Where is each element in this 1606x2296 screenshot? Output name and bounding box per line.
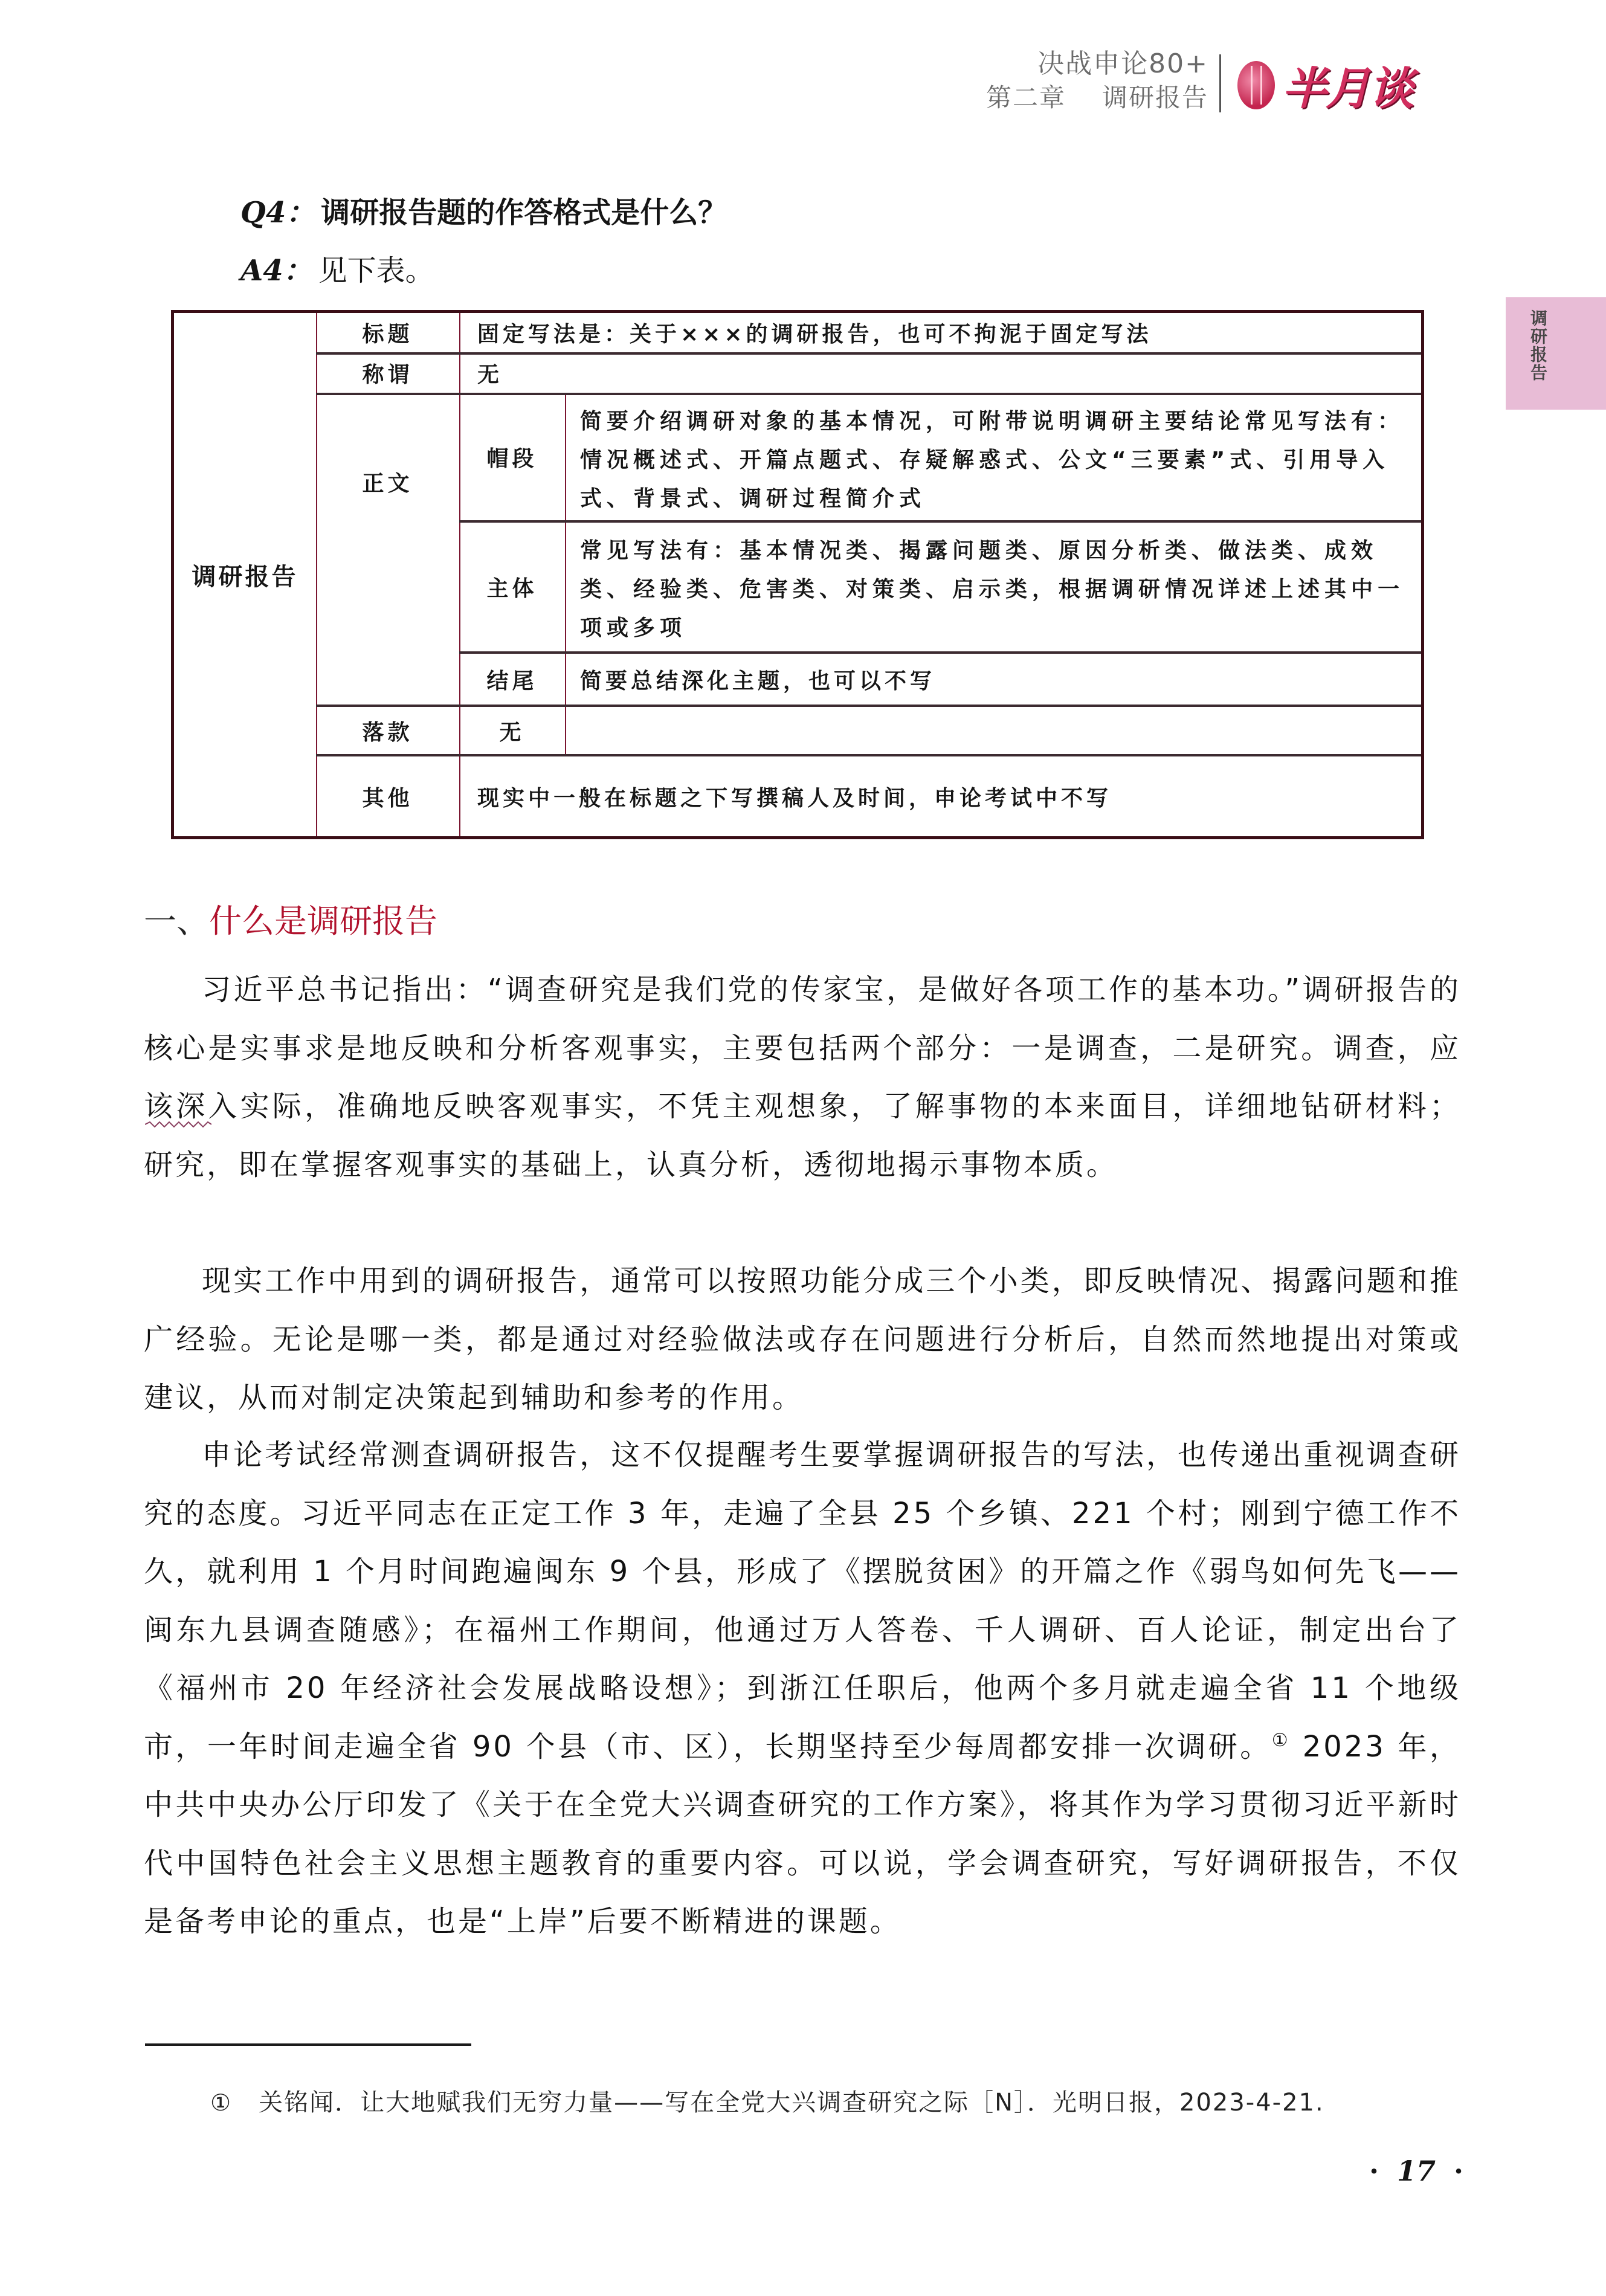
answer: [240, 253, 434, 289]
table-part-signature: 落款: [362, 720, 413, 745]
paragraph-text: 习近平总书记指出：“调查研究是我们党的传家宝，是做好各项工作的基本功。”调研报告的核心是实事求是地反映和分析客观事实，主要包括两个部分：一是调查，二是研究。调查，应该深入实际，准确地反映客观事实，不凭主观想象，了解事物的本来面目，详细地钻研材料；研究，即在掌握客观事实的基础上，认真分析，透彻地揭示事物本质。: [144, 973, 1461, 1182]
logo-text: 半月谈: [1282, 63, 1413, 115]
chapter-number: 第二章: [985, 83, 1066, 112]
answer-label: A4：: [240, 254, 312, 288]
format-table: [171, 310, 1424, 839]
table-content-title: 固定写法是：关于×××的调研报告，也可不拘泥于固定写法: [477, 322, 1152, 347]
wavy-underline-mark: [145, 1121, 211, 1127]
book-title: 决战申论80+: [1037, 48, 1208, 79]
table-content-ending: 简要总结深化主题，也可以不写: [580, 668, 936, 694]
table-part-body: 正文: [362, 471, 413, 496]
paragraph: [144, 1252, 1461, 1427]
footnote: [210, 2085, 1324, 2121]
section-number: 一、: [144, 902, 209, 940]
table-hline: [459, 520, 1421, 523]
answer-text: 见下表。: [318, 254, 434, 288]
page-number-dot: ·: [1454, 2155, 1464, 2187]
table-content-main: 常见写法有：基本情况类、揭露问题类、原因分析类、做法类、成效类、经验类、危害类、对策类、启示类，根据调研情况详述上述其中一项或多项: [580, 538, 1405, 640]
paragraph: [144, 1426, 1461, 1951]
table-content-opening: 简要介绍调研对象的基本情况，可附带说明调研主要结论常见写法有：情况概述式、开篇点题式、存疑解惑式、公文“三要素”式、引用导入式、背景式、调研过程简介式: [580, 409, 1405, 511]
table-subpart-main: 主体: [486, 576, 538, 601]
table-part-other: 其他: [362, 785, 413, 811]
table-part-title: 标题: [362, 322, 413, 347]
page-number: [1351, 2155, 1482, 2187]
footnote-reference[interactable]: ①: [1271, 1729, 1291, 1751]
page-number-value: 17: [1397, 2155, 1436, 2187]
section-heading: [144, 900, 437, 943]
chapter-side-tab: [1506, 297, 1606, 410]
footnote-separator: [145, 2043, 471, 2046]
paragraph-text-part: 申论考试经常测查调研报告，这不仅提醒考生要掌握调研报告的写法，也传递出重视调查研究的态度。习近平同志在正定工作 3 年，走遍了全县 25 个乡镇、221 个村；刚到宁德工作不久，就利用 1 个月时间跑遍闽东 9 个县，形成了《摆脱贫困》的开篇之作《弱鸟如何先飞——闽东九县调查随感》；在福州工作期间，他通过万人答卷、千人调研、百人论证，制定出台了《福州市 20 年经济社会发展战略设想》；到浙江任职后，他两个多月就走遍全省 11 个地级市，一年时间走遍全省 90 个县（市、区），长期坚持至少每周都安排一次调研。: [144, 1438, 1461, 1764]
table-part-salutation: 称谓: [362, 363, 413, 387]
table-subpart-ending: 结尾: [486, 668, 538, 694]
running-header: [986, 47, 1208, 115]
section-title: 什么是调研报告: [209, 902, 437, 940]
paragraph: [144, 961, 1461, 1194]
chapter-label: [986, 81, 1208, 115]
table-vline: [565, 393, 566, 754]
publisher-logo: [1237, 53, 1413, 117]
table-content-other: 现实中一般在标题之下写撰稿人及时间，申论考试中不写: [477, 785, 1112, 811]
header-divider: [1219, 54, 1221, 112]
globe-icon: [1237, 61, 1275, 109]
table-root-cell: 调研报告: [192, 563, 298, 591]
question-label: Q4：: [240, 196, 315, 230]
paragraph-text: [144, 1426, 1461, 1951]
table-content-signature: 无: [499, 720, 525, 745]
side-tab-label: 调研报告: [1528, 309, 1548, 382]
table-subpart-opening: 帽段: [486, 447, 538, 471]
paragraph-text-part: 2023 年，中共中央办公厅印发了《关于在全党大兴调查研究的工作方案》，将其作为学习贯彻习近平新时代中国特色社会主义思想主题教育的重要内容。可以说，学会调查研究，写好调研报告，不仅是备考申论的重点，也是“上岸”后要不断精进的课题。: [144, 1729, 1461, 1938]
footnote-mark: ①: [210, 2089, 233, 2116]
footnote-text: 关铭闻．让大地赋我们无穷力量——写在全党大兴调查研究之际［N］．光明日报，2023-4-21.: [259, 2089, 1324, 2117]
paragraph-text: 现实工作中用到的调研报告，通常可以按照功能分成三个小类，即反映情况、揭露问题和推广经验。无论是哪一类，都是通过对经验做法或存在问题进行分析后，自然而然地提出对策或建议，从而对制定决策起到辅助和参考的作用。: [144, 1264, 1461, 1414]
question-text: 调研报告题的作答格式是什么？: [321, 196, 727, 230]
question: [240, 195, 727, 231]
page-number-dot: ·: [1369, 2155, 1379, 2187]
table-content-salutation: 无: [477, 363, 503, 387]
chapter-title: 调研报告: [1101, 83, 1208, 112]
